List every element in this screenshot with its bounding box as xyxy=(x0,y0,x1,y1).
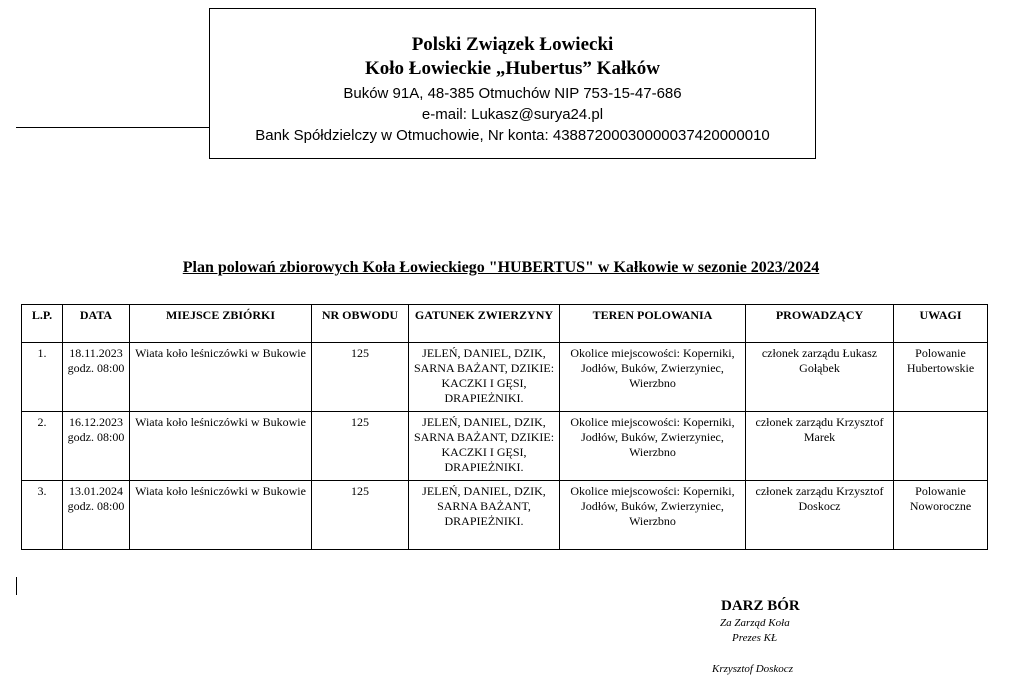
time-value: godz. 08:00 xyxy=(67,430,125,444)
header-cell-district: NR OBWODU xyxy=(312,305,409,343)
date-value: 18.11.2023 xyxy=(69,346,123,360)
cell-area: Okolice miejscowości: Koperniki, Jodłów, Buków, Zwierzyniec, Wierzbno xyxy=(560,343,746,412)
cell-place: Wiata koło leśniczówki w Bukowie xyxy=(130,412,312,481)
cell-leader: członek zarządu Krzysztof Doskocz xyxy=(746,481,894,550)
cell-district: 125 xyxy=(312,343,409,412)
table-row xyxy=(22,481,988,550)
header-cell-place: MIEJSCE ZBIÓRKI xyxy=(130,305,312,343)
table-header-row xyxy=(22,305,988,343)
hunt-plan-table xyxy=(21,304,988,550)
date-value: 13.01.2024 xyxy=(69,484,123,498)
cell-date xyxy=(63,481,130,550)
letterhead-box xyxy=(209,8,816,159)
cell-lp: 3. xyxy=(22,481,63,550)
cell-notes xyxy=(894,412,988,481)
org-name: Polski Związek Łowiecki xyxy=(411,34,614,55)
document-title: Plan polowań zbiorowych Koła Łowieckiego "HUBERTUS" w Kałkowie w sezonie 2023/2024 xyxy=(182,259,820,276)
date-value: 16.12.2023 xyxy=(69,415,123,429)
cell-area: Okolice miejscowości: Koperniki, Jodłów, Buków, Zwierzyniec, Wierzbno xyxy=(560,412,746,481)
cell-lp: 1. xyxy=(22,343,63,412)
signature-title: Prezes KŁ xyxy=(732,632,778,644)
club-name: Koło Łowieckie „Hubertus” Kałków xyxy=(364,58,661,79)
signature-role: Za Zarząd Koła xyxy=(720,617,790,629)
time-value: godz. 08:00 xyxy=(67,361,125,375)
cell-date xyxy=(63,412,130,481)
cell-district: 125 xyxy=(312,481,409,550)
header-cell-date: DATA xyxy=(63,305,130,343)
cell-place: Wiata koło leśniczówki w Bukowie xyxy=(130,343,312,412)
header-cell-species: GATUNEK ZWIERZYNY xyxy=(409,305,560,343)
cell-notes: Polowanie Hubertowskie xyxy=(894,343,988,412)
cell-leader: członek zarządu Łukasz Gołąbek xyxy=(746,343,894,412)
cell-lp: 2. xyxy=(22,412,63,481)
text-cursor xyxy=(16,577,17,595)
header-cell-lp: L.P. xyxy=(22,305,63,343)
header-cell-notes: UWAGI xyxy=(894,305,988,343)
cell-place: Wiata koło leśniczówki w Bukowie xyxy=(130,481,312,550)
cell-species: JELEŃ, DANIEL, DZIK, SARNA BAŻANT, DZIKIE: KACZKI I GĘSI, DRAPIEŻNIKI. xyxy=(409,343,560,412)
signature-name: Krzysztof Doskocz xyxy=(712,663,793,675)
cell-species: JELEŃ, DANIEL, DZIK, SARNA BAŻANT, DRAPIEŻNIKI. xyxy=(409,481,560,550)
table-row xyxy=(22,343,988,412)
cell-leader: członek zarządu Krzysztof Marek xyxy=(746,412,894,481)
cell-notes: Polowanie Noworoczne xyxy=(894,481,988,550)
time-value: godz. 08:00 xyxy=(67,499,125,513)
cell-date xyxy=(63,343,130,412)
cell-species: JELEŃ, DANIEL, DZIK, SARNA BAŻANT, DZIKIE: KACZKI I GĘSI, DRAPIEŻNIKI. xyxy=(409,412,560,481)
email-line: e-mail: Lukasz@surya24.pl xyxy=(421,106,604,123)
signature-greeting: DARZ BÓR xyxy=(721,598,800,614)
table-row xyxy=(22,412,988,481)
cell-district: 125 xyxy=(312,412,409,481)
cell-area: Okolice miejscowości: Koperniki, Jodłów, Buków, Zwierzyniec, Wierzbno xyxy=(560,481,746,550)
address-line: Buków 91A, 48-385 Otmuchów NIP 753-15-47-686 xyxy=(343,85,682,102)
header-cell-area: TEREN POLOWANIA xyxy=(560,305,746,343)
header-cell-leader: PROWADZĄCY xyxy=(746,305,894,343)
horizontal-rule xyxy=(16,127,209,128)
bank-line: Bank Spółdzielczy w Otmuchowie, Nr konta: 43887200030000037420000010 xyxy=(255,127,770,144)
